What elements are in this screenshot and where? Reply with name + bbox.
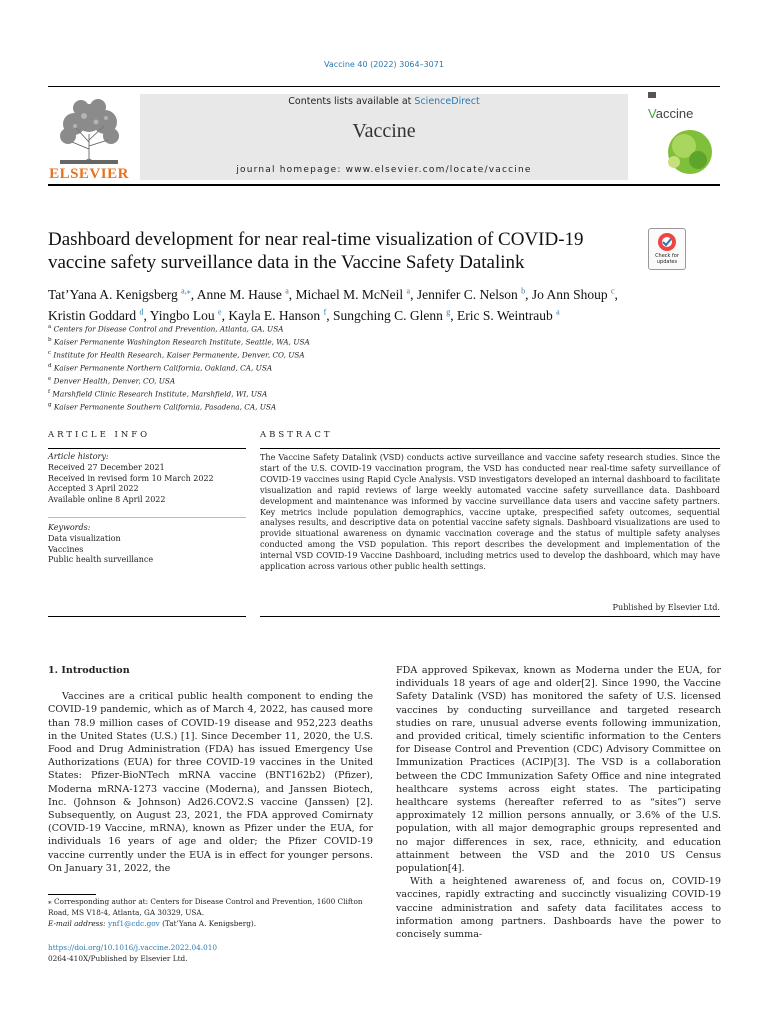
article-info-divider — [48, 517, 246, 518]
article-info-rule — [48, 448, 246, 449]
abstract-rule — [260, 448, 720, 449]
check-updates-label: Check for updates — [655, 253, 679, 265]
author[interactable]: Eric S. Weintraub $^a$ — [456, 307, 560, 323]
section-heading: 1. Introduction — [48, 665, 130, 676]
doi-link[interactable]: https://doi.org/10.1016/j.vaccine.2022.04.010 — [48, 943, 218, 952]
article-info-bottom-rule — [48, 616, 246, 617]
doi-block — [48, 943, 217, 965]
history-item: Available online 8 April 2022 — [48, 495, 166, 505]
issn-line: 0264-410X/Published by Elsevier Ltd. — [48, 953, 188, 963]
abstract-text: The Vaccine Safety Datalink (VSD) conducts active surveillance and vaccine safety research studies. Since the start of the U.S. COVID-19 vaccination program, the VSD has conducted near real-time safety surveillance of COVID-19 vaccines using Rapid Cycle Analysis. VSD investigators developed an internal dashboard to facilitate visualization and rapid reviews of large weekly automated vaccine safety surveillance data. Dashboard development and maintenance was informed by vaccine surveillance data users and vaccine safety partners. Key metrics include population demographics, vaccine uptake, prespecified safety outcomes, sequential analyses results, and descriptive data on potential vaccine safety signals. Dashboard visualizations are used to provide situational awareness on dynamic vaccination coverage and the status of multiple safety analyses conducted among the VSD population. This report describes the development and implementation of the internal VSD COVID-19 Vaccine Dashboard, including metrics used to develop the dashboard, which may have application across various other public health settings. — [260, 452, 720, 572]
abstract-bottom-rule — [260, 616, 720, 617]
journal-homepage-link[interactable]: journal homepage: www.elsevier.com/locate/vaccine — [236, 165, 532, 175]
abstract-heading: ABSTRACT — [260, 430, 333, 440]
cover-art-icon — [644, 90, 720, 180]
author[interactable]: Jennifer C. Nelson $^b$, — [416, 286, 529, 302]
history-item: Received 27 December 2021 — [48, 462, 165, 472]
journal-citation[interactable]: Vaccine 40 (2022) 3064–3071 — [324, 60, 444, 69]
published-by: Published by Elsevier Ltd. — [612, 602, 720, 612]
header-bottom-rule — [48, 184, 720, 186]
header-top-rule — [48, 86, 720, 87]
author[interactable]: Sungching C. Glenn $^g$, — [332, 307, 454, 323]
author[interactable]: Michael M. McNeil $^a$, — [295, 286, 414, 302]
journal-cover-thumbnail — [644, 90, 720, 180]
paragraph: Vaccines are a critical public health component to ending the COVID-19 pandemic, which as of March 4, 2022, has caused more than 78.9 million cases of COVID-19 disease and 952,223 deaths in the United States (U.S.) [1]. Since December 11, 2020, the U.S. Food and Drug Administration (FDA) has issued Emergency Use Authorizations (EUA) for three COVID-19 vaccines in the United States: Pfizer-BioNTech mRNA vaccine (BNT162b2) (Pfizer), Moderna mRNA-1273 vaccine (Moderna), and Janssen Biotech, Inc. (Johnson & Johnson) Ad26.COV2.S vaccine (Janssen) [2]. Subsequently, on August 23, 2021, the FDA approved Comirnaty (COVID-19 Vaccine, mRNA), known as Pfizer under the EUA, for individuals 16 years of age and older; the Pfizer COVID-19 vaccine currently under the EUA is in effect for younger persons. On January 31, 2022, the — [48, 691, 373, 874]
footnote-rule — [48, 894, 96, 895]
check-updates-icon — [649, 229, 685, 253]
affiliation: $^e$ Denver Health, Denver, CO, USA — [48, 375, 176, 386]
keyword: Public health surveillance — [48, 555, 154, 565]
keyword-list — [48, 523, 246, 566]
cover-title-v: V — [648, 106, 656, 121]
article-info-heading: ARTICLE INFO — [48, 430, 151, 440]
keyword: Data visualization — [48, 533, 121, 543]
history-label: Article history: — [48, 452, 109, 461]
author[interactable]: Kayla E. Hanson $^f$, — [228, 307, 330, 323]
keyword: Vaccines — [48, 544, 84, 554]
contents-line — [140, 96, 628, 107]
author[interactable]: Jo Ann Shoup $^c$, — [531, 286, 618, 302]
cover-title — [648, 106, 720, 121]
affiliation-list — [48, 322, 648, 412]
paragraph: With a heightened awareness of, and focus on, COVID-19 vaccines, rapidly extracting and succinctly visualizing COVID-19 vaccine administration and safety data facilitates access to information among partners. Dashboards have the power to concisely summa- — [396, 876, 721, 941]
body-column-right — [396, 664, 721, 941]
contents-prefix: Contents lists available at — [288, 96, 415, 107]
paragraph: FDA approved Spikevax, known as Moderna under the EUA, for individuals 18 years of age and older[2]. Since 1990, the Vaccine Safety Datalink (VSD) has monitored the safety of U.S. licensed vaccines by conducting surveillance and targeted research studies on rare, unusual adverse events following immunization, and provided critical, timely scientific information to the Centers for Disease Control and Prevention (CDC) Advisory Committee on Immunization Practices (ACIP)[3]. The VSD is a collaboration between the CDC Immunization Safety Office and nine integrated healthcare systems across eight states. The participating healthcare systems (hereafter referred to as “sites”) serve approximately 12 million persons annually, or 3.6% of the U.S. population, with all major demographic groups represented and no major differences in sex, race, ethnicity, and education attainment between the VSD and the 2010 US Census population[4]. — [396, 665, 721, 875]
email-link[interactable]: ynf1@cdc.gov — [107, 918, 160, 928]
article-history — [48, 452, 246, 506]
history-item: Received in revised form 10 March 2022 — [48, 473, 214, 483]
author[interactable]: Kristin Goddard $^d$, — [48, 307, 147, 323]
affiliation: $^g$ Kaiser Permanente Southern California, Pasadena, CA, USA — [48, 401, 277, 411]
affiliation: $^f$ Marshfield Clinic Research Institute, Marshfield, WI, USA — [48, 388, 268, 399]
author-list — [48, 282, 728, 325]
affiliation: $^c$ Institute for Health Research, Kaiser Permanente, Denver, CO, USA — [48, 349, 305, 360]
keywords-label: Keywords: — [48, 523, 91, 532]
email-line: E-mail address: ynf1@cdc.gov (Tat’Yana A. Kenigsberg). — [48, 918, 257, 928]
cover-title-rest: accine — [655, 106, 694, 121]
history-item: Accepted 3 April 2022 — [48, 484, 139, 494]
affiliation: $^b$ Kaiser Permanente Washington Research Institute, Seattle, WA, USA — [48, 336, 310, 347]
body-column-left — [48, 664, 373, 875]
corresponding-author-note: ⁎ Corresponding author at: Centers for Disease Control and Prevention, 1600 Clifton Road, MS V18-4, Atlanta, GA 30329, USA. — [48, 897, 363, 917]
footnote — [48, 897, 373, 929]
journal-name: Vaccine — [352, 120, 416, 142]
author[interactable]: Tat’Yana A. Kenigsberg $^{a,⁎}$, — [48, 286, 195, 302]
sciencedirect-link[interactable]: ScienceDirect — [414, 96, 480, 107]
article-title: Dashboard development for near real-time visualization of COVID-19 vaccine safety surveillance data in the Vaccine Safety Datalink — [48, 229, 584, 273]
elsevier-wordmark: ELSEVIER — [49, 166, 129, 182]
affiliation: $^d$ Kaiser Permanente Northern California, Oakland, CA, USA — [48, 362, 273, 373]
affiliation: $^a$ Centers for Disease Control and Prevention, Atlanta, GA, USA — [48, 324, 284, 334]
author[interactable]: Anne M. Hause $^a$, — [196, 286, 293, 302]
author[interactable]: Yingbo Lou $^e$, — [149, 307, 225, 323]
